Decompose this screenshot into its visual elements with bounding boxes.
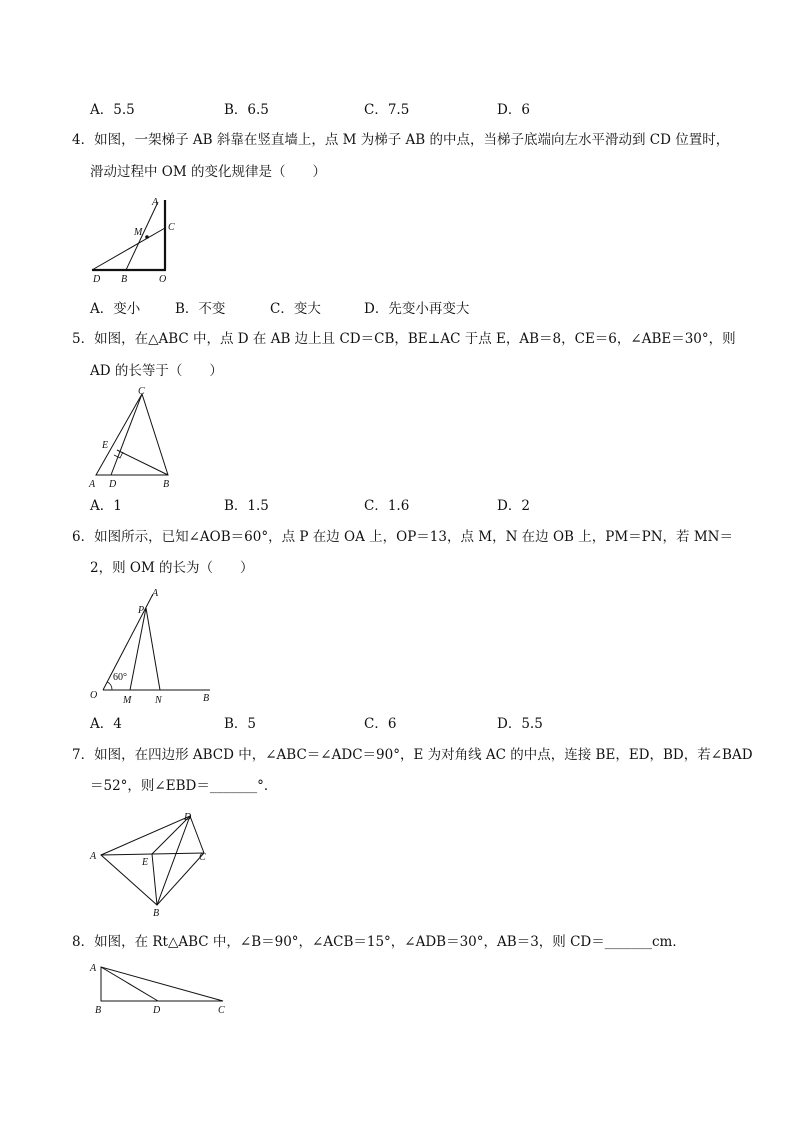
q3-option-a: A．5.5 xyxy=(90,102,135,118)
q5-option-d: D．2 xyxy=(497,498,530,514)
q6-option-c: C．6 xyxy=(364,716,397,732)
q6-label-p: P xyxy=(138,605,145,616)
q6-label-a: A xyxy=(152,588,159,599)
q4-label-m: M xyxy=(134,227,143,238)
q4-stem-line1: 4．如图，一架梯子 AB 斜靠在竖直墙上，点 M 为梯子 AB 的中点，当梯子底端向左水平滑动到 CD 位置时， xyxy=(72,132,730,148)
q6-stem-line2: 2，则 OM 的长为（ ） xyxy=(90,560,254,576)
q4-option-c: C．变大 xyxy=(270,301,321,317)
q5-label-e: E xyxy=(102,440,109,451)
q6-label-m: M xyxy=(123,695,132,706)
q8-label-a: A xyxy=(90,963,97,974)
q6-option-b: B．5 xyxy=(224,716,257,732)
q4-label-b: B xyxy=(121,274,128,285)
q5-label-c: C xyxy=(138,386,145,397)
q5-option-a: A．1 xyxy=(90,498,122,514)
q7-label-c: C xyxy=(199,852,206,863)
q7-stem-line1: 7．如图，在四边形 ABCD 中，∠ABC＝∠ADC＝90°，E 为对角线 AC 的中点，连接 BE，ED，BD，若∠BAD xyxy=(72,747,753,763)
q7-label-e: E xyxy=(142,857,149,868)
q5-option-c: C．1.6 xyxy=(364,498,410,514)
q8-label-b: B xyxy=(95,1005,102,1016)
q3-option-b: B．6.5 xyxy=(224,102,269,118)
q7-label-d: D xyxy=(184,812,192,823)
q4-figure xyxy=(86,192,186,290)
q8-label-d: D xyxy=(153,1005,161,1016)
q5-label-d: D xyxy=(109,479,117,490)
q5-figure xyxy=(86,382,186,492)
q7-label-b: B xyxy=(153,908,160,919)
q5-label-b: B xyxy=(163,479,170,490)
q8-stem-line1: 8．如图，在 Rt△ABC 中，∠B＝90°，∠ACB＝15°，∠ADB＝30°，AB＝3，则 CD＝_______cm． xyxy=(72,934,686,950)
q7-stem-line2: ＝52°，则∠EBD＝_______°． xyxy=(90,778,278,794)
q4-option-b: B．不变 xyxy=(175,301,226,317)
q5-option-b: B．1.5 xyxy=(224,498,269,514)
q4-label-a: A xyxy=(152,197,159,208)
q4-option-d: D．先变小再变大 xyxy=(364,301,470,317)
q7-figure xyxy=(86,808,216,920)
q6-option-d: D．5.5 xyxy=(497,716,543,732)
q6-label-o: O xyxy=(90,690,98,701)
q5-stem-line1: 5．如图，在△ABC 中，点 D 在 AB 边上且 CD＝CB，BE⊥AC 于点 E，AB＝8，CE＝6，∠ABE＝30°，则 xyxy=(72,331,736,347)
q3-option-c: C．7.5 xyxy=(364,102,410,118)
q6-label-n: N xyxy=(155,695,162,706)
q3-option-d: D．6 xyxy=(497,102,530,118)
q6-figure xyxy=(86,584,216,708)
q6-option-a: A．4 xyxy=(90,716,122,732)
q5-label-a: A xyxy=(89,479,96,490)
q6-label-b: B xyxy=(203,693,210,704)
q5-stem-line2: AD 的长等于（ ） xyxy=(90,363,223,379)
q6-stem-line1: 6．如图所示，已知∠AOB＝60°，点 P 在边 OA 上，OP＝13，点 M，N 在边 OB 上，PM＝PN，若 MN＝ xyxy=(72,529,733,545)
q6-angle-label: 60° xyxy=(113,672,127,683)
q4-label-o: O xyxy=(159,274,167,285)
q4-label-d: D xyxy=(93,274,101,285)
q4-option-a: A．变小 xyxy=(90,301,141,317)
q8-figure xyxy=(86,958,236,1020)
q8-label-c: C xyxy=(218,1005,225,1016)
q7-label-a: A xyxy=(90,851,97,862)
q4-stem-line2: 滑动过程中 OM 的变化规律是（ ） xyxy=(90,164,326,180)
q4-label-c: C xyxy=(168,222,175,233)
